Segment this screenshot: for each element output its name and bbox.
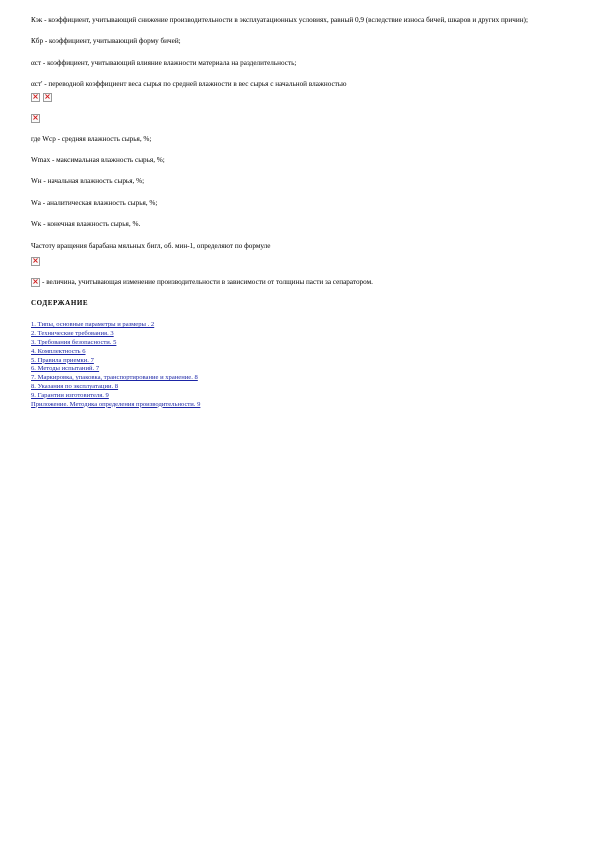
- paragraph-alpha-st: αст - коэффициент, учитывающий влияние влажности материала на разделительность;: [31, 58, 297, 67]
- toc-link[interactable]: 1. Типы, основные параметры и размеры . 2: [31, 321, 155, 329]
- toc-item: [31, 392, 566, 401]
- paragraph-wn: Wн - начальная влажность сырья, %;: [31, 177, 145, 186]
- paragraph-alpha-st2: αст' - переводной коэффициент веса сырья по средней влажности в вес сырья с начальной влажностью: [31, 80, 347, 89]
- toc-item: [31, 401, 566, 410]
- paragraph-value: - величина, учитывающая изменение производительности в зависимости от толщины пасти за сепаратором.: [42, 278, 373, 287]
- formula-image-row: [31, 114, 566, 123]
- paragraph-frequency: Частоту вращения барабана мяльных бигл, об. мин-1, определяют по формуле: [31, 241, 271, 250]
- broken-image-icon: [31, 114, 40, 123]
- contents-heading: СОДЕРЖАНИЕ: [31, 299, 89, 308]
- broken-image-icon: [43, 93, 52, 102]
- paragraph-kek: Кэк - коэффициент, учитывающий снижение производительности в эксплуатационных условиях, равный 0,9 (вследствие износа бичей, шкаров и других причин);: [31, 16, 528, 24]
- toc-item: [31, 339, 566, 348]
- toc-item: [31, 365, 566, 374]
- toc-item: [31, 348, 566, 357]
- formula-images-row: [31, 93, 566, 102]
- toc-link[interactable]: 6. Методы испытаний. 7: [31, 365, 100, 373]
- paragraph-wsr: где Wср - средняя влажность сырья, %;: [31, 134, 152, 143]
- formula-image-row: [31, 257, 566, 266]
- paragraph-kbr: Кбр - коэффициент, учитывающий форму бичей;: [31, 37, 181, 46]
- broken-image-icon: [31, 257, 40, 266]
- toc-item: [31, 374, 566, 383]
- broken-image-icon: [31, 278, 40, 287]
- value-paragraph-row: [31, 278, 566, 287]
- toc-item: [31, 383, 566, 392]
- paragraph-wk: Wк - конечная влажность сырья, %.: [31, 220, 141, 229]
- broken-image-icon: [31, 93, 40, 102]
- paragraph-wa: Wа - аналитическая влажность сырья, %;: [31, 198, 158, 207]
- toc-link[interactable]: 5. Правила приемки. 7: [31, 356, 94, 364]
- toc-link[interactable]: 7. Маркировка, упаковка, транспортирование и хранение. 8: [31, 374, 198, 382]
- toc-link[interactable]: 2. Технические требования. 3: [31, 330, 114, 338]
- toc-item: [31, 321, 566, 330]
- toc-link[interactable]: 4. Комплектность 6: [31, 347, 86, 355]
- toc-link[interactable]: 3. Требования безопасности. 5: [31, 339, 117, 347]
- toc-item: [31, 330, 566, 339]
- toc-link[interactable]: 8. Указания по эксплуатации. 8: [31, 383, 119, 391]
- toc-link[interactable]: 9. Гарантии изготовителя. 9: [31, 391, 109, 399]
- paragraph-wmax: Wmax - максимальная влажность сырья, %;: [31, 156, 165, 165]
- toc-item: [31, 357, 566, 366]
- table-of-contents: [31, 321, 566, 409]
- document-page: [31, 16, 566, 409]
- toc-link[interactable]: Приложение. Методика определения производительности. 9: [31, 400, 201, 408]
